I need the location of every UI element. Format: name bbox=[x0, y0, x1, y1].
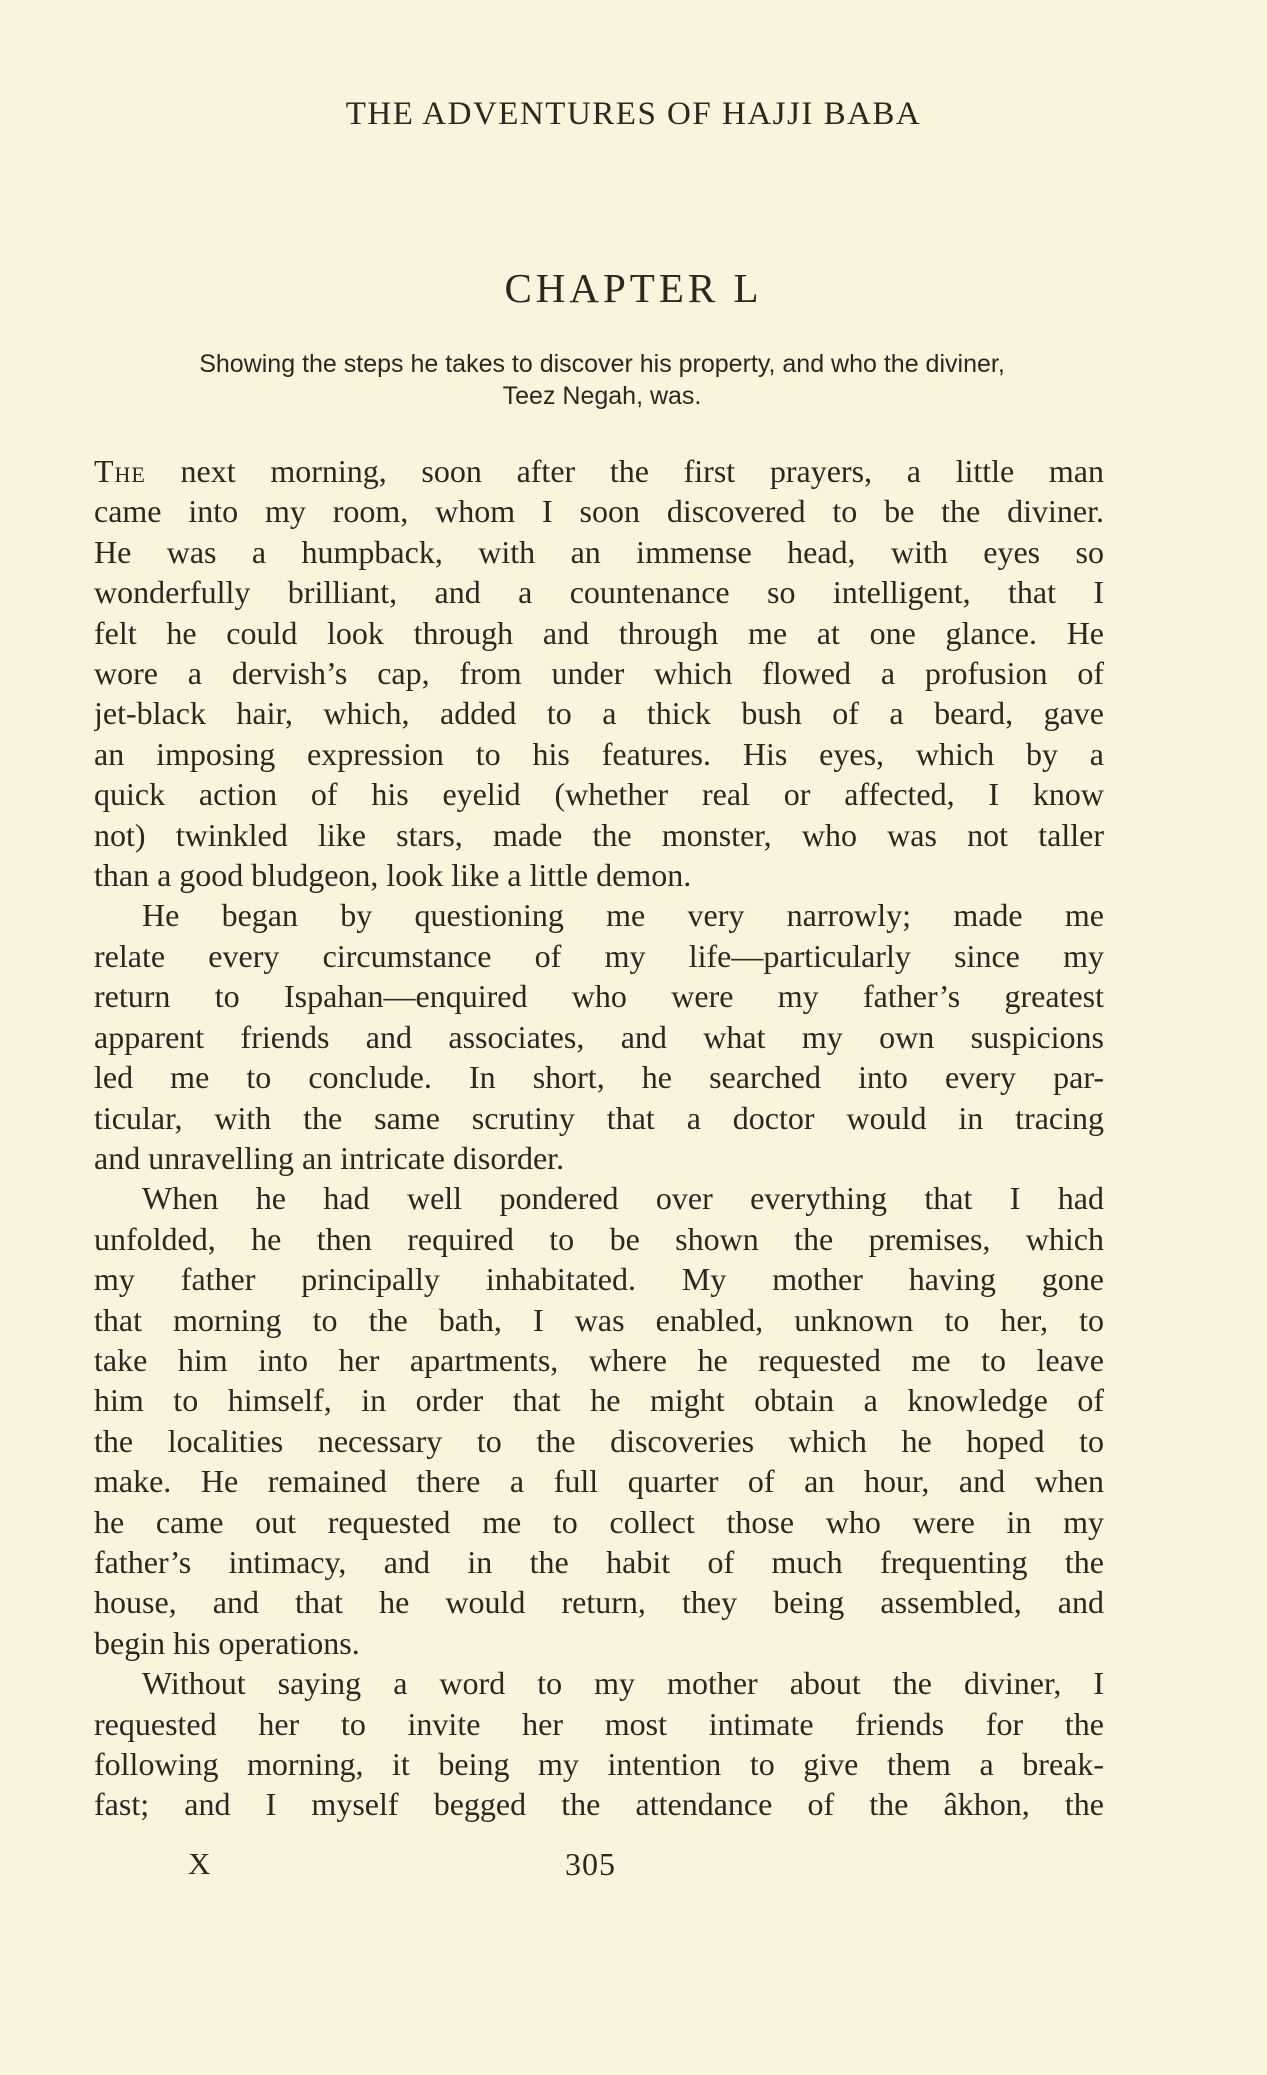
text-line: wore a dervish’s cap, from under which flowed a profusion of bbox=[94, 655, 1104, 692]
text-line: jet-black hair, which, added to a thick bush of a beard, gave bbox=[94, 695, 1104, 732]
chapter-title: CHAPTER L bbox=[504, 265, 763, 311]
lead-word: The bbox=[94, 453, 146, 489]
text-line: begin his operations. bbox=[94, 1624, 360, 1661]
text-line: father’s intimacy, and in the habit of much frequenting the bbox=[94, 1543, 1104, 1580]
paragraph-4 bbox=[94, 1663, 1104, 1825]
text-line: ticular, with the same scrutiny that a doctor would in tracing bbox=[94, 1099, 1104, 1136]
running-head: THE ADVENTURES OF HAJJI BABA bbox=[345, 96, 922, 132]
text-line: an imposing expression to his features. His eyes, which by a bbox=[94, 735, 1104, 772]
text-line: return to Ispahan—enquired who were my father’s greatest bbox=[94, 978, 1104, 1015]
text-line: relate every circumstance of my life—particularly since my bbox=[94, 937, 1104, 974]
text-line: house, and that he would return, they being assembled, and bbox=[94, 1584, 1104, 1621]
text-line: apparent friends and associates, and what my own suspicions bbox=[94, 1018, 1104, 1055]
text-line: him to himself, in order that he might obtain a knowledge of bbox=[94, 1382, 1104, 1419]
text-line: than a good bludgeon, look like a little demon. bbox=[94, 857, 692, 894]
text-line: came into my room, whom I soon discovered to be the diviner. bbox=[94, 493, 1104, 530]
chapter-summary-line: Teez Negah, was. bbox=[502, 382, 702, 410]
text-line: quick action of his eyelid (whether real or affected, I know bbox=[94, 776, 1104, 813]
text-line: he came out requested me to collect those who were in my bbox=[94, 1503, 1104, 1540]
text-line: fast; and I myself begged the attendance of the âkhon, the bbox=[94, 1786, 1104, 1823]
text-line: not) twinkled like stars, made the monster, who was not taller bbox=[94, 816, 1104, 853]
chapter-summary-line: Showing the steps he takes to discover his property, and who the diviner, bbox=[199, 350, 1005, 378]
text-line: Without saying a word to my mother about the diviner, I bbox=[142, 1665, 1104, 1702]
text-line: led me to conclude. In short, he searched into every par- bbox=[94, 1059, 1104, 1096]
text-line: following morning, it being my intention to give them a break- bbox=[94, 1746, 1104, 1782]
text-line: wonderfully brilliant, and a countenance so intelligent, that I bbox=[94, 574, 1104, 611]
text-line: make. He remained there a full quarter of an hour, and when bbox=[94, 1463, 1104, 1500]
text-line: He began by questioning me very narrowly; made me bbox=[142, 897, 1104, 934]
page-number: 305 bbox=[565, 1846, 616, 1882]
paragraph-2 bbox=[94, 895, 1104, 1178]
text-line: and unravelling an intricate disorder. bbox=[94, 1139, 565, 1176]
paragraph-3 bbox=[94, 1178, 1104, 1663]
text-line: take him into her apartments, where he requested me to leave bbox=[94, 1341, 1104, 1378]
text-line: my father principally inhabitated. My mother having gone bbox=[94, 1261, 1104, 1298]
text-line: that morning to the bath, I was enabled, unknown to her, to bbox=[94, 1301, 1104, 1338]
text-line: unfolded, he then required to be shown the premises, which bbox=[94, 1220, 1104, 1257]
chapter-summary bbox=[96, 348, 1108, 412]
signature-mark: X bbox=[188, 1846, 211, 1881]
text-line: He was a humpback, with an immense head, with eyes so bbox=[94, 533, 1104, 570]
text-line: the localities necessary to the discoveries which he hoped to bbox=[94, 1422, 1104, 1459]
text-line: When he had well pondered over everything that I had bbox=[142, 1180, 1104, 1217]
paragraph-1 bbox=[94, 451, 1104, 895]
text-line: The next morning, soon after the first prayers, a little man bbox=[94, 453, 1104, 489]
body-text bbox=[94, 451, 1104, 1825]
text-line: felt he could look through and through me at one glance. He bbox=[94, 614, 1104, 651]
text-line: requested her to invite her most intimate friends for the bbox=[94, 1705, 1104, 1742]
